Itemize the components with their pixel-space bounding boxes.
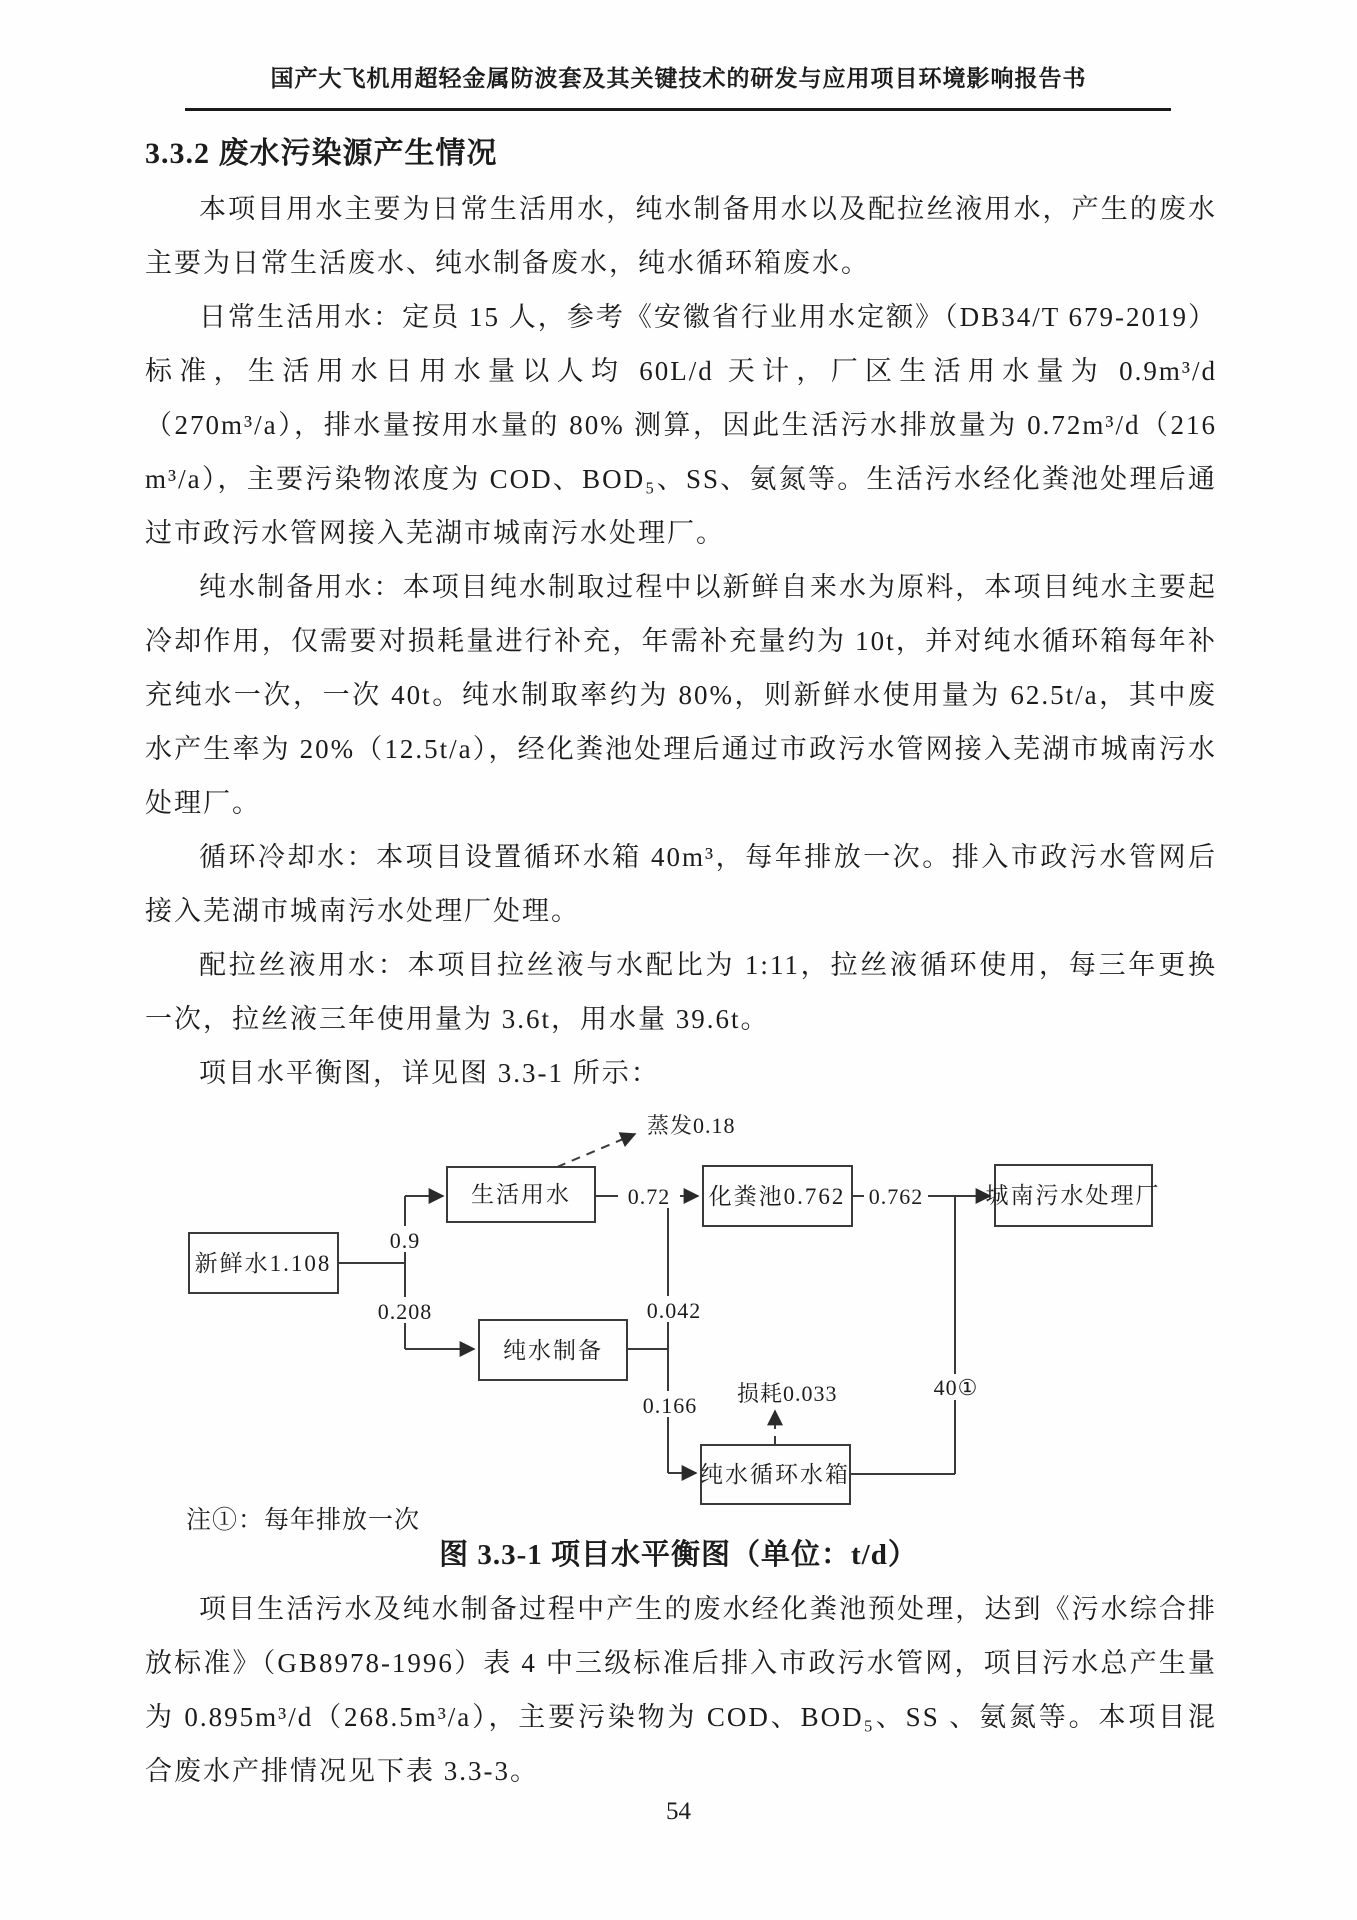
diagram-boxes [189,1165,1161,1504]
paragraph-discharge-summary: 项目生活污水及纯水制备过程中产生的废水经化粪池预处理，达到《污水综合排放标准》（GB8978-1996）表 4 中三级标准后排入市政污水管网，项目污水总产生量为 0.895m³/d（268.5m³/a），主要污染物为 COD、BOD₅、SS 、氨氮等。本项目混合废水产排情况见下表 3.3-3。 [145,1594,1217,1786]
paragraph-cooling-water: 循环冷却水：本项目设置循环水箱 40m³，每年排放一次。排入市政污水管网后接入芜湖市城南污水处理厂处理。 [145,842,1217,926]
evaporation-arrow [557,1134,635,1167]
report-header-title: 国产大飞机用超轻金属防波套及其关键技术的研发与应用项目环境影响报告书 [270,66,1087,91]
tank-loss-label: 损耗0.033 [737,1381,838,1406]
diagram-footnote: 注①：每年排放一次 [186,1507,421,1534]
paragraph-drawing-fluid: 配拉丝液用水：本项目拉丝液与水配比为 1:11，拉丝液循环使用，每三年更换一次，拉丝液三年使用量为 3.6t，用水量 39.6t。 [145,950,1217,1034]
paragraph-figure-intro: 项目水平衡图，详见图 3.3-1 所示： [199,1058,660,1088]
prep-to-tank-label: 0.166 [642,1393,698,1418]
section-heading: 3.3.2 废水污染源产生情况 [145,137,498,170]
closing-text-block [145,1582,1217,1798]
to-domestic-label: 0.9 [389,1228,421,1253]
to-pure-prep-label: 0.208 [377,1299,433,1324]
paragraph-pure-water: 纯水制备用水：本项目纯水制取过程中以新鲜自来水为原料，本项目纯水主要起冷却作用，仅需要对损耗量进行补充，年需补充量约为 10t，并对纯水循环箱每年补充纯水一次，一次 40t。纯水制取率约为 80%，则新鲜水使用量为 62.5t/a，其中废水产生率为 20%（12.5t/a），经化粪池处理后通过市政污水管网接入芜湖市城南污水处理厂。 [145,572,1217,818]
header-divider-rule [185,108,1171,111]
pure-water-prep-box-label: 纯水制备 [503,1338,603,1363]
septic-tank-box-label: 化粪池0.762 [708,1184,846,1209]
paragraph-water-overview: 本项目用水主要为日常生活用水，纯水制备用水以及配拉丝液用水，产生的废水主要为日常生活废水、纯水制备废水，纯水循环箱废水。 [145,194,1217,278]
circulation-tank-box-label: 纯水循环水箱 [700,1462,850,1487]
diagram-flow-labels [374,1113,982,1418]
sewage-plant-box-label: 城南污水处理厂 [985,1183,1161,1208]
water-balance-diagram [140,1105,1220,1507]
domestic-out-label: 0.72 [627,1184,671,1209]
evaporation-label: 蒸发0.18 [647,1113,736,1138]
figure-caption: 图 3.3-1 项目水平衡图（单位：t/d） [439,1539,918,1571]
domestic-water-box-label: 生活用水 [471,1182,571,1207]
paragraph-domestic-water: 日常生活用水：定员 15 人，参考《安徽省行业用水定额》（DB34/T 679-2019）标准，生活用水日用水量以人均 60L/d 天计，厂区生活用水量为 0.9m³/d（270m³/a），排水量按用水量的 80% 测算，因此生活污水排放量为 0.72m³/d（216 m³/a），主要污染物浓度为 COD、BOD₅、SS、氨氮等。生活污水经化粪池处理后通过市政污水管网接入芜湖市城南污水处理厂。 [145,302,1217,548]
page-number: 54 [666,1798,691,1825]
tank-discharge-label: 40① [933,1375,979,1400]
fresh-water-box-label: 新鲜水1.108 [194,1251,332,1276]
body-text-block [145,182,1217,1100]
prep-waste-label: 0.042 [646,1298,702,1323]
septic-out-label: 0.762 [868,1184,924,1209]
